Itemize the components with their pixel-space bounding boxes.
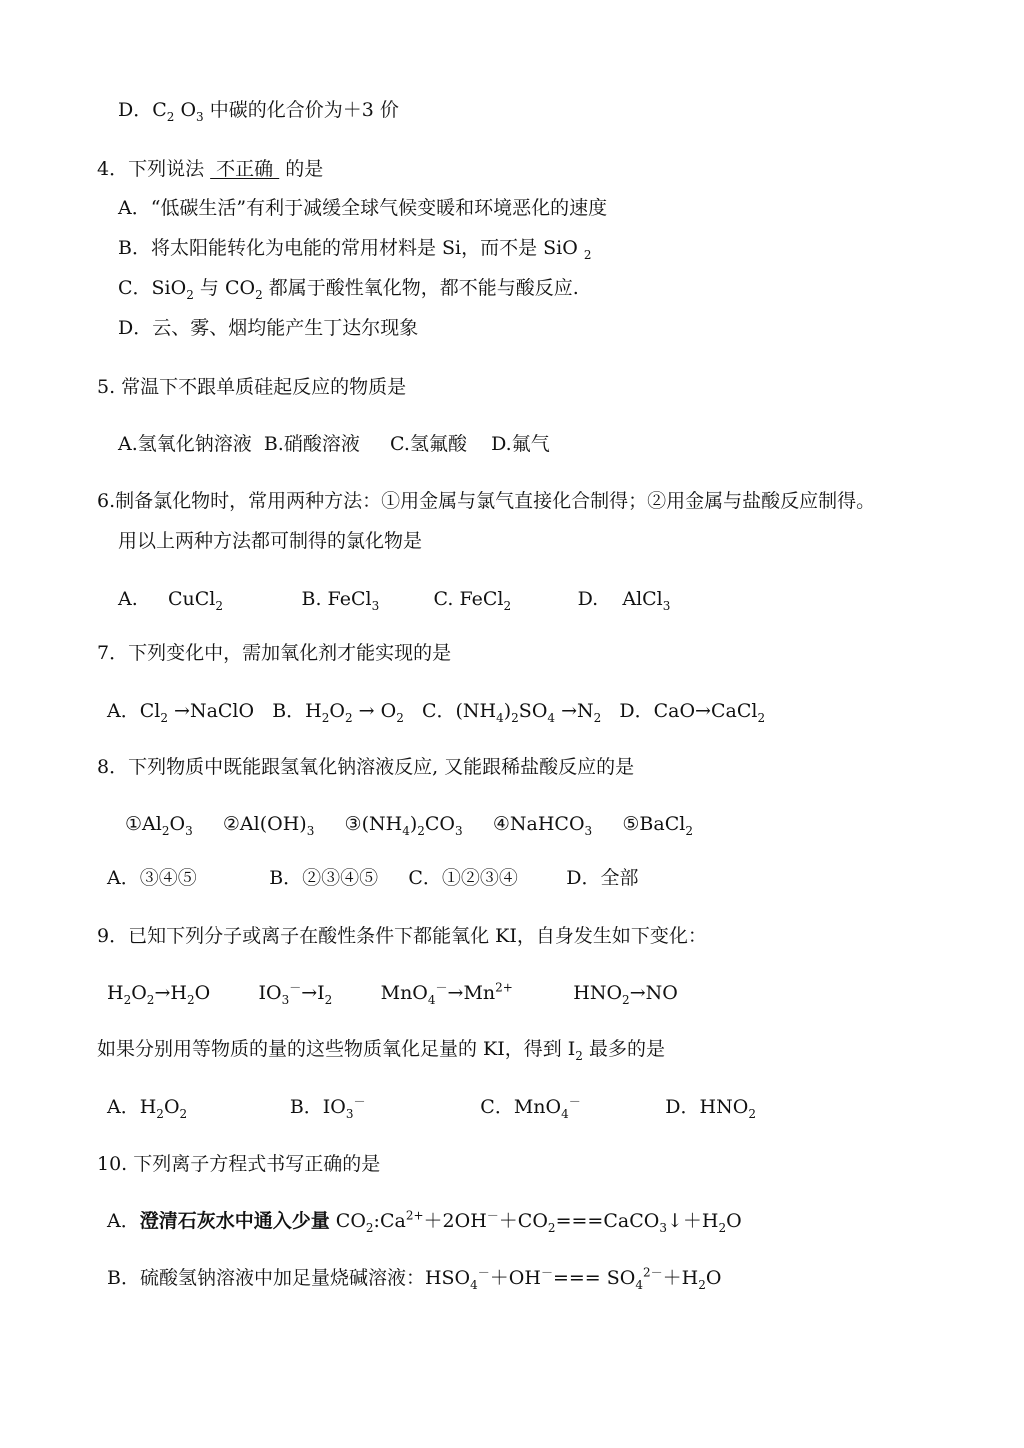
text-line: 5. 常温下不跟单质硅起反应的物质是	[97, 376, 407, 398]
text-line: $①Al_2O_3$ $②Al(OH)_3$ $③(NH_4)_2CO_3$ ④NaHCO$_3$ ⑤BaCl$_2$	[125, 813, 693, 838]
text-line: 10. 下列离子方程式书写正确的是	[97, 1153, 381, 1175]
text-line: A. CuCl$_2$ B. FeCl$_3$ C. FeCl$_2$ D. AlCl$_3$	[118, 588, 671, 613]
text-line: 6.制备氯化物时，常用两种方法：①用金属与氯气直接化合制得；②用金属与盐酸反应制得。	[97, 490, 876, 512]
text-line: A．“低碳生活”有利于减缓全球气候变暖和环境恶化的速度	[118, 197, 608, 219]
text-line: B．将太阳能转化为电能的常用材料是 Si，而不是 SiO $_2$	[118, 237, 592, 262]
text-line: D．云、雾、烟均能产生丁达尔现象	[118, 317, 419, 339]
text-line: 9．已知下列分子或离子在酸性条件下都能氧化 KI，自身发生如下变化：	[97, 925, 707, 947]
text-line: A．澄清石灰水中通入少量 $CO_2:Ca^{2+}+2OH^-+CO_2===CaCO_3↓+H_2O$	[107, 1208, 742, 1235]
text-line: 如果分别用等物质的量的这些物质氧化足量的 KI，得到 $I_2$ 最多的是	[97, 1038, 665, 1063]
text-line: 用以上两种方法都可制得的氯化物是	[118, 530, 423, 552]
text-line: D．$C_2$ $O_3$ 中碳的化合价为＋3 价	[118, 99, 399, 124]
text-line: B．硫酸氢钠溶液中加足量烧碱溶液：$HSO_4^-+OH^-=== SO_4^{2-}+H_2O$	[107, 1265, 722, 1292]
text-line: 4．下列说法 不正确 的是	[97, 158, 324, 180]
text-line: A．$H_2O_2$ B．$IO_3^-$ C．MnO$_4$－ D．$HNO_2$	[107, 1094, 756, 1121]
text-line: A．$Cl_2$ →NaClO B．$H_2O_2 \to O_2$ C．$(NH_4)_2SO_4 \to N_2$ D．CaO→CaCl$_2$	[107, 700, 766, 725]
text-line: 8．下列物质中既能跟氢氧化钠溶液反应, 又能跟稀盐酸反应的是	[97, 756, 635, 778]
text-line: A.氢氧化钠溶液 B.硝酸溶液 C.氢氟酸 D.氟气	[118, 433, 550, 455]
text-line: A．③④⑤ B．②③④⑤ C．①②③④ D．全部	[107, 867, 639, 889]
text-line: $H_2O_2\to H_2O$ $IO_3^-\to I_2$ $MnO_4^-\to Mn^{2+}$ $HNO_2\to NO$	[107, 980, 678, 1007]
text-line: C．SiO$_2$ 与 $CO_2$ 都属于酸性氧化物，都不能与酸反应.	[118, 277, 579, 302]
text-line: 7．下列变化中，需加氧化剂才能实现的是	[97, 642, 452, 664]
